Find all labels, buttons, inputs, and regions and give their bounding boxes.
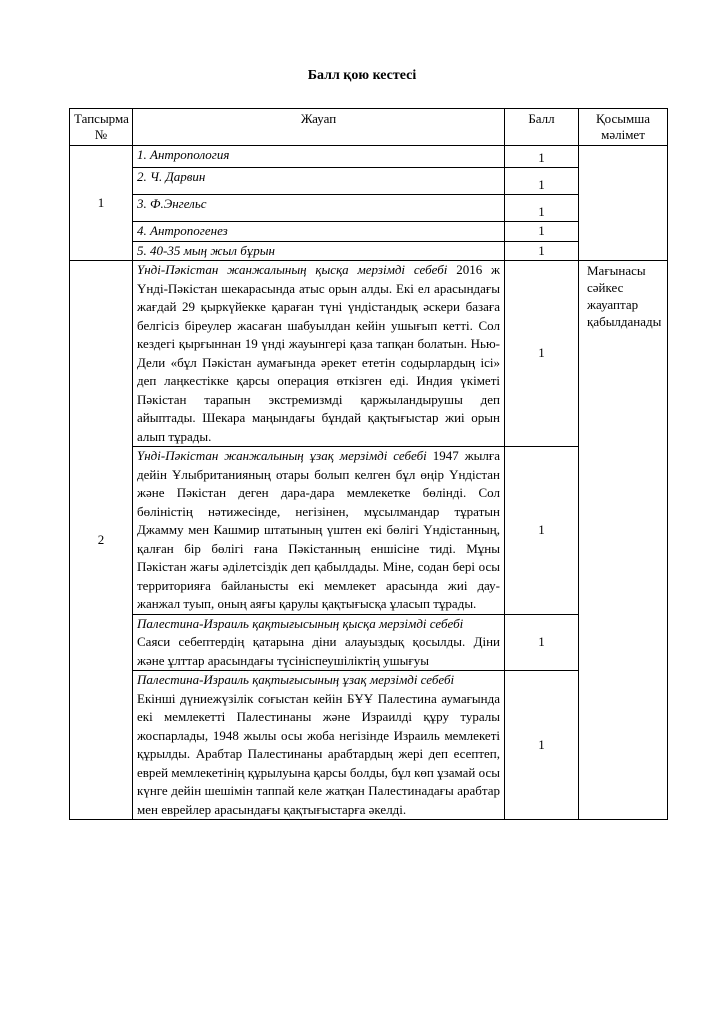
note-cell xyxy=(579,146,668,261)
answer-heading: Үнді-Пәкістан жанжалының ұзақ мерзімді себебі xyxy=(137,448,427,463)
answer-cell: 3. Ф.Энгельс xyxy=(133,195,505,222)
table-row xyxy=(70,261,668,447)
answer-cell xyxy=(133,447,505,615)
task-number: 1 xyxy=(70,146,133,261)
score-cell: 1 xyxy=(505,261,579,447)
answer-body: 2016 ж Үнді-Пәкістан шекарасында атыс орын алды. Екі ел арасындағы жағдай 29 қыркүйекке қараған түні үндістандық әскери базаға белгісіз біреулер жасаған шабуылдан кейін ушығып кетті. Сол кездегі қырғыннан 19 үнді жауынгері қаза тапқан болатын. Нью-Дели «бұл Пәкістан аумағында әрекет ететін содырлардың ісі» деп лаңкестікке қарсы операция өткізген еді. Индия үкіметі Пәкістан тарапын экстремизмді қаржыландырушы деп айыптады. Шекара маңындағы бұндай қақтығыстар жиі орын алып тұрады. xyxy=(137,262,500,444)
answer-body: 1947 жылға дейін Ұлыбританияның отары болып келген бұл өңір Үндістан және Пәкістан деген дара-дара мемлекетке бөлінді. Сол бөліністің нәтижесінде, негізінен, мұсылмандар тұратын Джамму мен Кашмир штатының үштен екі бөлігі Үндістанның, қалған бір бөлігі ғана Пәкістанның еншісіне тиді. Мұны Пәкістан жағы әділетсіздік деп қабылдады. Міне, содан бері осы территорияға байланысты екі мемлекет арасында жиі дау-жанжал туып, оның аяғы қарулы қақтығысқа ұласып тұрады. xyxy=(137,448,501,611)
header-score: Балл xyxy=(505,109,579,146)
page-title: Балл қою кестесі xyxy=(307,68,417,83)
table-row xyxy=(70,614,668,671)
table-row xyxy=(70,671,668,820)
header-answer: Жауап xyxy=(133,109,505,146)
answer-heading: Палестина-Израиль қақтығысының қысқа мерзімді себебі xyxy=(137,615,464,631)
header-note: Қосымша мәлімет xyxy=(579,109,668,146)
answer-cell: 2. Ч. Дарвин xyxy=(133,168,505,195)
answer-heading: Үнді-Пәкістан жанжалының қысқа мерзімді себебі xyxy=(137,262,448,277)
header-row xyxy=(70,109,668,146)
table-row xyxy=(70,447,668,615)
table-row xyxy=(70,146,668,168)
scoring-table xyxy=(69,108,668,820)
answer-cell: 5. 40-35 мың жыл бұрын xyxy=(133,241,505,261)
answer-body: Екінші дүниежүзілік соғыстан кейін БҰҰ Палестина аумағында екі мемлекетті Палестинаны және Израилді құру туралы жоспарлады, 1948 жылы осы жоба негізінде Израиль мемлекеті құрылды. Арабтар Палестинаны арабтардың жері деп есептеп, еврей мемлекетінің құрылуына қарсы болды, бұл көп ұзамай осы күнге дейін шешімін таппай келе жатқан Палестинадағы арабтар мен еврейлер арасындағы қақтығыстарға әкелді. xyxy=(137,690,500,817)
table-row xyxy=(70,168,668,195)
score-cell: 1 xyxy=(505,168,579,195)
answer-body: Саяси себептердің қатарына діни алауыздық қосылды. Діни және ұлттар арасындағы түсініспеушіліктің ушығуы xyxy=(137,634,500,668)
score-cell: 1 xyxy=(505,614,579,671)
note-cell: Мағынасы сәйкес жауаптар қабылданады xyxy=(579,261,668,820)
task-number: 2 xyxy=(70,261,133,820)
answer-heading: Палестина-Израиль қақтығысының ұзақ мерзімді себебі xyxy=(137,672,455,687)
score-cell: 1 xyxy=(505,241,579,261)
answer-cell: 4. Антропогенез xyxy=(133,222,505,242)
table-row xyxy=(70,195,668,222)
table-row xyxy=(70,241,668,261)
score-cell: 1 xyxy=(505,146,579,168)
score-cell: 1 xyxy=(505,195,579,222)
score-cell: 1 xyxy=(505,671,579,820)
header-task: Тапсырма № xyxy=(70,109,133,146)
table-row xyxy=(70,222,668,242)
answer-cell xyxy=(133,261,505,447)
score-cell: 1 xyxy=(505,222,579,242)
answer-cell xyxy=(133,614,505,671)
answer-cell xyxy=(133,671,505,820)
answer-cell: 1. Антропология xyxy=(133,146,505,168)
score-cell: 1 xyxy=(505,447,579,615)
